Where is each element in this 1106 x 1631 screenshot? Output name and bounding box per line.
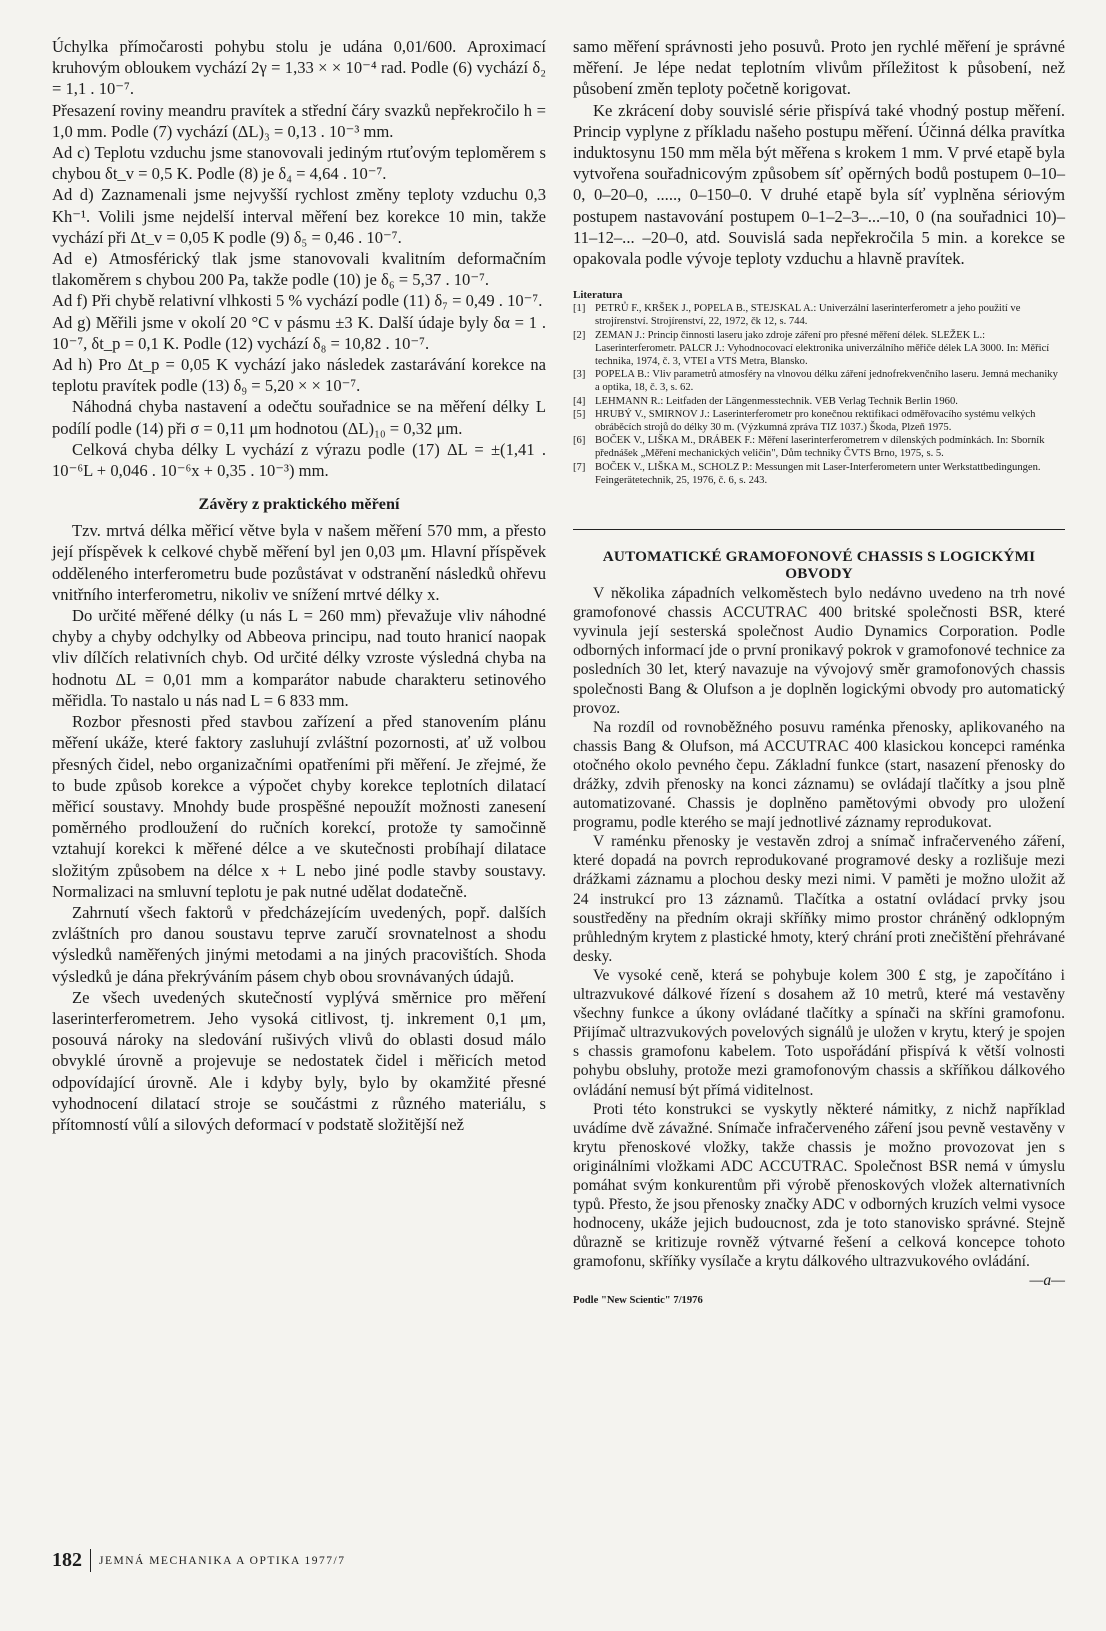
left-para-3: Ad c) Teplotu vzduchu jsme stanovovali jediným rtuťovým teploměrem s chybou δt_v = 0,5 K. Podle (8) je δ₄ = 4,64 . 10⁻⁷. (52, 143, 546, 184)
article-para-2: Na rozdíl od rovnoběžného posuvu raménka přenosky, aplikovaného na chassis Bang & Olufson, má ACCUTRAC 400 klasickou koncepci raménka otočného okolo pevného čepu. Základní funkce (start, nasazení přenosky do drážky, zdvih přenosky na konci záznamu) se ovládají tlačítky a jsou plně automatizované. Chassis je doplněno pamětovými obvody pro uložení programu, podle kterého se mají jednotlivé záznamy reprodukovat. (573, 718, 1065, 832)
article-para-5: Proti této konstrukci se vyskytly některé námitky, z nichž například uvádíme dvě závažné. Snímače infračerveného záření jsou pevně vestavěny v krytu přenoskové vložky, takže chassis je možno provozovat jen s originálními vložkami ADC ACCUTRAC. Společnost BSR nemá v úmyslu pomáhat svým konkurentům při výrobě přenoskových vložek alternativních typů. Přesto, že jsou přenosky značky ADC v odborných kruzích velmi vysoce hodnoceny, ukáže jejich budoucnost, zda je toto stanovisko správné. Stejně důrazně se kritizuje rovněž výtvarné řešení a celková koncepce tohoto gramofonu, skříňky vysílače a krytu dálkového ultrazvukového ovládání. (573, 1100, 1065, 1271)
literature-title: Literatura (573, 289, 623, 302)
article-para-4: Ve vysoké ceně, která se pohybuje kolem 300 £ stg, je započítáno i ultrazvukové dálkové řízení s dosahem až 10 metrů, které má vestavěny všechny funkce a úkony ovládané tlačítky a spínači na skříni gramofonu. Přijímač ultrazvukových povelových signálů je uložen v krytu, který je spojen s chassis gramofonu kabelem. Toto uspořádání přispívá k větší volnosti pohybu obsluhy, protože mezi gramofonovým chassis a skříňkou dálkového ovládání nemusí být přímá viditelnost. (573, 966, 1065, 1099)
reference-item: [7] BOČEK V., LIŠKA M., SCHOLZ P.: Messungen mit Laser-Interferometern unter Werkstattbedingungen. Feingerätetechnik, 25, 1976, č. 6, s. 243. (573, 461, 1041, 486)
reference-item: [6] BOČEK V., LIŠKA M., DRÁBEK F.: Měření laserinterferometrem v dílenských podmínkách. In: Sborník přednášek „Měření mechanických veličin", Dům techniky ČVTS Brno, 1975, s. 5. (573, 435, 1045, 460)
conclusion-para-1: Tzv. mrtvá délka měřicí větve byla v našem měření 570 mm, a přesto její příspěvek k celkové chybě měření byl jen 0,03 μm. Hlavní příspěvek odděleného interferometru bude pozůstávat v odstranění následků ohřevu vnitřního interferometru, nikoliv ve snížení mrtvé délky x. (52, 521, 546, 604)
left-para-9: Náhodná chyba nastavení a odečtu souřadnice se na měření délky L podílí podle (14) při σ = 0,11 μm hodnotou (ΔL)₁₀ = 0,32 μm. (52, 397, 546, 438)
left-para-5: Ad e) Atmosférický tlak jsme stanovovali kvalitním deformačním tlakoměrem s chybou 200 Pa, takže podle (10) je δ₆ = 5,37 . 10⁻⁷. (52, 249, 546, 290)
conclusion-para-4: Zahrnutí všech faktorů v předcházejícím uvedených, popř. dalších zvláštních pro danou soustavu teprve zaručí srovnatelnost a shodu výsledků naměřených jinými metodami a na jiných pracovištích. Shoda výsledků je dána překrýváním pásem chyb obou srovnávaných údajů. (52, 902, 546, 986)
article-signature: —a— (1029, 1272, 1065, 1290)
left-column (52, 36, 546, 1135)
left-para-6: Ad f) Při chybě relativní vlhkosti 5 % vychází podle (11) δ₇ = 0,49 . 10⁻⁷. (52, 291, 543, 311)
reference-item: [3] POPELA B.: Vliv parametrů atmosféry na vlnovou délku záření jednofrekvenčního laseru. Jemná mechaniky a optika, 18, č. 3, s. 62. (573, 369, 1058, 394)
section-divider (573, 529, 1065, 530)
journal-name: JEMNÁ MECHANIKA A OPTIKA 1977/7 (99, 1554, 346, 1567)
right-continuation: samo měření správnosti jeho posuvů. Proto jen rychlé měření je správné měření. Je lépe nedat teplotním vlivům příležitost k působení, než působení změn teploty početně korigovat. (573, 37, 1065, 99)
page-footer (52, 1549, 346, 1572)
left-para-7: Ad g) Měřili jsme v okolí 20 °C v pásmu ±3 K. Další údaje byly δα = 1 . 10⁻⁷, δt_p = 0,1 K. Podle (12) vychází δ₈ = 10,82 . 10⁻⁷. (52, 312, 546, 353)
reference-item: [5] HRUBÝ V., SMIRNOV J.: Laserinterferometr pro konečnou rektifikaci odměřovacího systému velkých obráběcích strojů do délky 30 m. (Výzkumná zpráva TIZ 1037.) Škoda, Plzeň 1975. (573, 408, 1036, 434)
conclusion-para-3: Rozbor přesnosti před stavbou zařízení a před stanovením plánu měření ukáže, které faktory zasluhují zvláštní pozornosti, ať už volbou přesných čidel, nebo organizačními opatřeními při měření. Je zřejmé, že to bude způsob korekce a výpočet chyby korekce teplotních dilatací měřicí soustavy. Mnohdy bude prospěšné nepoužít možnosti zanesení poměrného prodloužení do ručních korekcí, protože ty samočinně vztahují korekci k měřené délce a ve skutečnosti probíhají dilatace složitým způsobem na délce x + L nebo jiné podle stavby soustavy. Normalizaci na smluvní teplotu je pak nutné udělat dodatečně. (52, 712, 546, 901)
reference-item: [1] PETRŮ F., KRŠEK J., POPELA B., STEJSKAL A.: Univerzální laserinterferometr a jeho použití ve strojírenství. Strojírenství, 22, 1972, čk 12, s. 744. (573, 303, 1021, 328)
right-column (573, 36, 1065, 1306)
left-para-8: Ad h) Pro Δt_p = 0,05 K vychází jako následek zastarávání korekce na teplotu pravítek podle (13) δ₉ = 5,20 × × 10⁻⁷. (52, 355, 546, 396)
left-para-2: Přesazení roviny meandru pravítek a střední čáry svazků nepřekročilo h = 1,0 mm. Podle (7) vychází (ΔL)₃ = 0,13 . 10⁻³ mm. (52, 100, 546, 141)
article-para-1: V několika západních velkoměstech bylo nedávno uvedeno na trh nové gramofonové chassis ACCUTRAC 400 britské společnosti BSR, které vyvinula její sesterská společnost Audio Dynamics Corporation. Podle odborných informací jde o první pronikavý pokrok v gramofonové technice za posledních 30 let, který navazuje na vývojový směr gramofonových chassis společnosti Bang & Olufson a je doplněn logickými obvody pro automatický provoz. (573, 585, 1065, 717)
reference-list (573, 302, 1065, 487)
page-number: 182 (52, 1549, 91, 1572)
article-para-3: V raménku přenosky je vestavěn zdroj a snímač infračerveného záření, které dopadá na povrch reprodukované programové desky a rozlišuje mezi drážkami záznamu a plochou desky mezi nimi. V paměti je možno uložit až 24 instrukcí pro 13 záznamů. Tlačítka a ostatní ovládací prvky jsou soustředěny na předním okraji skříňky mimo prostor chráněný odklopným průhledným krytem z plastické hmoty, který chrání proti znečištění přehrávané desky. (573, 833, 1065, 965)
reference-item: [4] LEHMANN R.: Leitfaden der Längenmesstechnik. VEB Verlag Technik Berlin 1960. (573, 395, 958, 407)
conclusion-para-2: Do určité měřené délky (u nás L = 260 mm) převažuje vliv náhodné chyby a chyby odchylky od Abbeova principu, nad touto hranicí naopak vliv dílčích relativních chyb. Od určité délky vzroste výsledná chyba na hodnotu ΔL = 0,01 mm a komparátor nabude charakteru setinového měřidla. To nastalo u nás nad L = 6 833 mm. (52, 606, 546, 710)
article-source: Podle "New Scientic" 7/1976 (573, 1294, 703, 1306)
reference-item: [2] ZEMAN J.: Princip činnosti laseru jako zdroje záření pro přesné měření délek. SLEŽEK L.: Laserinterferometr. PALCR J.: Vyhodnocovací elektronika univerzálního měřiče délek LA 3000. In: Měřicí technika, 1974, č. 3, VTEI a VTS Metra, Blansko. (573, 329, 1050, 368)
left-para-10: Celková chyba délky L vychází z výrazu podle (17) ΔL = ±(1,41 . 10⁻⁶L + 0,046 . 10⁻⁶x + 0,35 . 10⁻³) mm. (52, 439, 546, 481)
conclusion-para-5: Ze všech uvedených skutečností vyplývá směrnice pro měření laserinterferometrem. Jeho vysoká citlivost, tj. inkrement 0,1 μm, posouvá nároky na sledování rušivých vlivů do oblasti dosud málo obvyklé úrovně a projevuje se nedostatek čidel i měřicích metod odpovídající úrovně. Ale i kdyby byly, bylo by okamžité přesné vyhodnocení dilatací stroje se součástmi z různého materiálu, s přítomností vůlí a silových deformací v podstatě složitější než (52, 987, 546, 1134)
conclusions-heading: Závěry z praktického měření (198, 495, 400, 514)
article-body (573, 584, 1065, 1290)
right-para-2: Ke zkrácení doby souvislé série přispívá také vhodný postup měření. Princip vyplyne z příkladu našeho postupu měření. Účinná délka pravítka induktosynu 150 mm měla být měřena s krokem 1 mm. V prvé etapě byla vytvořena souřadnicovým způsobem síť opěrných bodů postupem 0–10–0, 0–20–0, ....., 0–150–0. V druhé etapě byla síť vyplněna sériovým postupem nastavování postupem 0–1–2–3–...–10, 0 (na souřadnici 10)–11–12–... –20–0, atd. Souvislá sada nepřekročila 5 min. a korekce se opakovala podle vývoje teploty vzduchu a hlavně pravítek. (573, 100, 1065, 269)
left-para-4: Ad d) Zaznamenali jsme nejvyšší rychlost změny teploty vzduchu 0,3 Kh⁻¹. Volili jsme nejdelší interval měření bez korekce 10 min, takže vychází při Δt_v = 0,05 K podle (9) δ₅ = 0,46 . 10⁻⁷. (52, 185, 546, 247)
left-para-1: Úchylka přímočarosti pohybu stolu je udána 0,01/600. Aproximací kruhovým obloukem vychází 2γ = 1,33 × × 10⁻⁴ rad. Podle (6) vychází δ₂ = 1,1 . 10⁻⁷. (52, 37, 546, 99)
article-heading: AUTOMATICKÉ GRAMOFONOVÉ CHASSIS S LOGICKÝMI OBVODY (602, 548, 1036, 583)
